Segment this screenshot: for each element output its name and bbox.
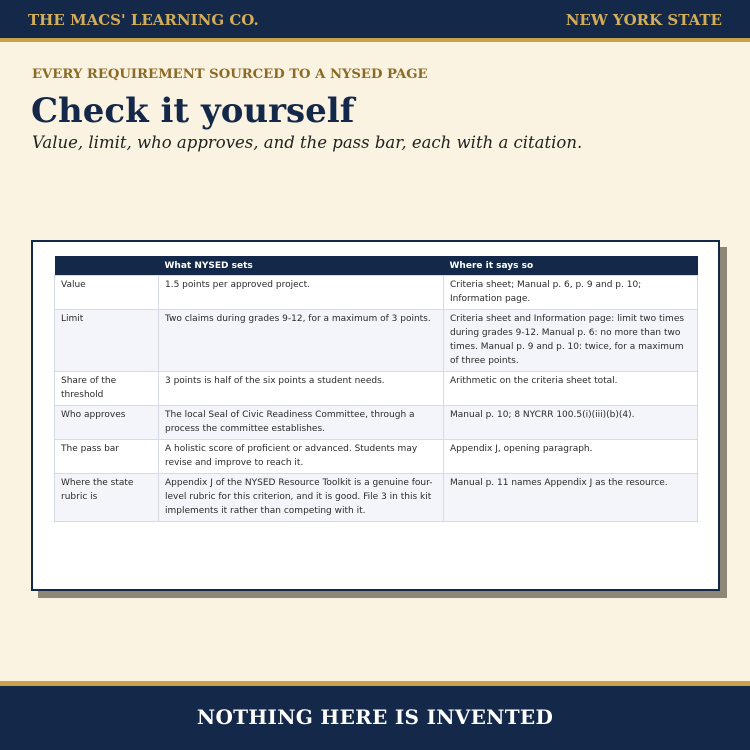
row-source: Manual p. 10; 8 NYCRR 100.5(i)(iii)(b)(4). [444,406,698,440]
region-label: NEW YORK STATE [565,11,722,29]
row-label: Value [55,276,159,310]
row-source: Arithmetic on the criteria sheet total. [444,372,698,406]
column-header-source: Where it says so [444,256,698,276]
table-row [55,276,698,310]
row-sets: Two claims during grades 9-12, for a maximum of 3 points. [159,310,444,372]
column-header-label [55,256,159,276]
row-source: Appendix J, opening paragraph. [444,440,698,474]
row-sets: Appendix J of the NYSED Resource Toolkit is a genuine four-level rubric for this criterion, and it is good. File 3 in this kit implements it rather than competing with it. [159,474,444,522]
page-title: Check it yourself [31,91,355,131]
table-row [55,474,698,522]
row-label: Limit [55,310,159,372]
row-label: Where the state rubric is [55,474,159,522]
row-sets: 1.5 points per approved project. [159,276,444,310]
table-row [55,310,698,372]
row-sets: 3 points is half of the six points a student needs. [159,372,444,406]
table-header-row [55,256,698,276]
row-label: Share of the threshold [55,372,159,406]
row-source: Criteria sheet; Manual p. 6, p. 9 and p. 10; Information page. [444,276,698,310]
brand-name: THE MACS' LEARNING CO. [28,11,259,29]
table-row [55,440,698,474]
row-label: Who approves [55,406,159,440]
row-source: Manual p. 11 names Appendix J as the resource. [444,474,698,522]
top-banner [0,0,750,42]
page-subtitle: Value, limit, who approves, and the pass bar, each with a citation. [32,133,583,152]
footer-text: NOTHING HERE IS INVENTED [196,705,554,729]
row-sets: A holistic score of proficient or advanced. Students may revise and improve to reach it. [159,440,444,474]
table-row [55,372,698,406]
table-row [55,406,698,440]
footer-banner [0,681,750,750]
eyebrow-label: EVERY REQUIREMENT SOURCED TO A NYSED PAGE [32,67,428,82]
requirements-card [31,240,720,591]
row-source: Criteria sheet and Information page: limit two times during grades 9-12. Manual p. 6: no more than two times. Manual p. 9 and p. 10: twice, for a maximum of three points. [444,310,698,372]
requirements-table [54,256,698,522]
column-header-sets: What NYSED sets [159,256,444,276]
row-sets: The local Seal of Civic Readiness Committee, through a process the committee establishes. [159,406,444,440]
row-label: The pass bar [55,440,159,474]
